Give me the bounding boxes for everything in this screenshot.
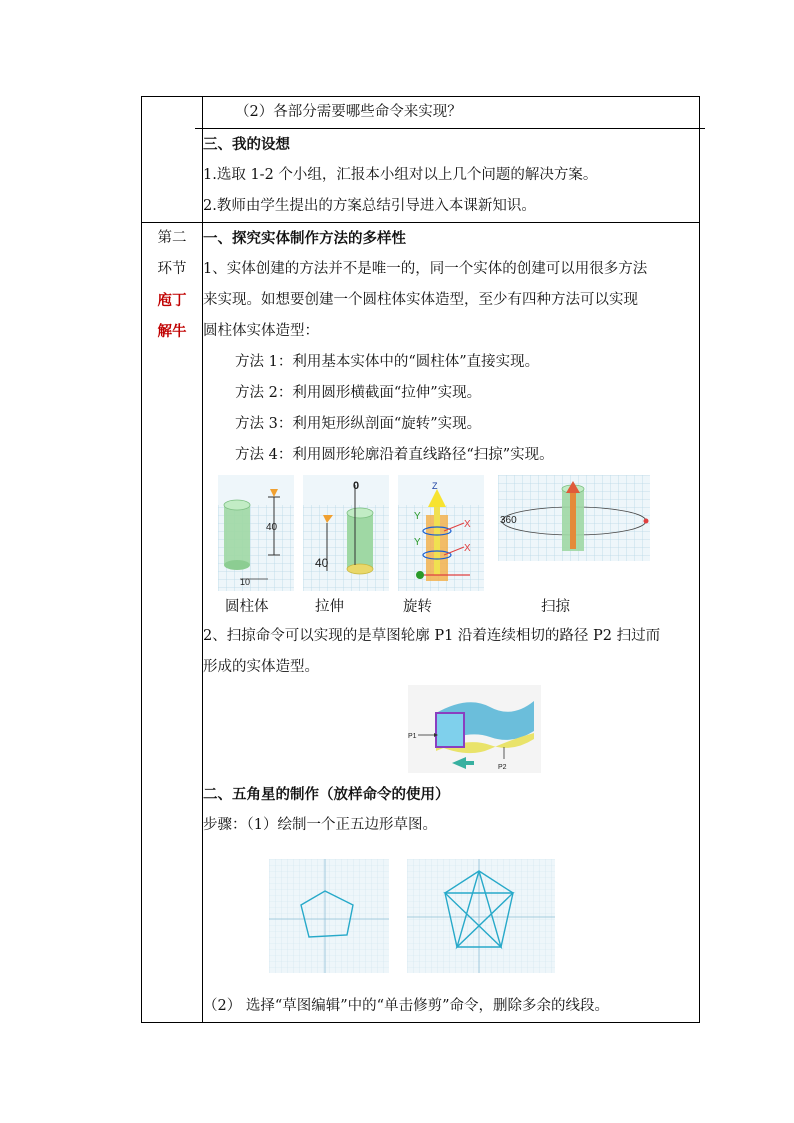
figure-caption: 拉伸 <box>315 599 344 615</box>
angle-label: 360 <box>500 515 517 526</box>
sweep-example-figure <box>203 683 699 779</box>
sweep-figure <box>498 475 650 561</box>
method-item: 方法 2：利用圆形横截面“拉伸”实现。 <box>235 385 482 401</box>
axis-label: X <box>464 543 471 554</box>
list-item: 1.选取 1-2 个小组，汇报本小组对以上几个问题的解决方案。 <box>203 167 598 183</box>
revolve-illustration <box>398 475 484 591</box>
stage-label: 环节 <box>157 261 187 277</box>
axis-label: Z <box>432 481 438 491</box>
axis-label: 0 <box>353 480 360 492</box>
figure-caption: 扫掠 <box>541 599 570 615</box>
method-item: 方法 4：利用圆形轮廓沿着直线路径“扫掠”实现。 <box>235 447 554 463</box>
stage-title: 解牛 <box>157 323 187 340</box>
stage-cell-empty <box>142 97 203 223</box>
paragraph-line: 2、扫掠命令可以实现的是草图轮廓 P1 沿着连续相切的路径 P2 扫过而 <box>203 628 661 644</box>
axis-label: Y <box>414 537 421 548</box>
pentagon-figures <box>203 841 699 991</box>
extrude-illustration <box>303 475 389 591</box>
table-row <box>142 97 700 223</box>
axis-label: X <box>464 519 471 530</box>
paragraph-line: 形成的实体造型。 <box>203 659 319 675</box>
list-item: 2.教师由学生提出的方案总结引导进入本课新知识。 <box>203 198 536 214</box>
section-heading: 二、五角星的制作（放样命令的使用） <box>203 786 450 803</box>
paragraph-line: 来实现。如想要创建一个圆柱体实体造型，至少有四种方法可以实现 <box>203 292 638 308</box>
cylinder-illustration <box>218 475 294 591</box>
figure-caption: 圆柱体 <box>225 599 269 615</box>
lesson-plan-table <box>141 96 700 1023</box>
figure-caption: 旋转 <box>403 599 432 615</box>
question-line: （2）各部分需要哪些命令来实现？ <box>235 104 462 120</box>
stage-title: 庖丁 <box>157 292 187 309</box>
pentagon-sketch <box>269 859 389 973</box>
dimension-label: 40 <box>266 522 278 533</box>
dimension-label: 10 <box>240 577 251 587</box>
section-heading: 三、我的设想 <box>203 136 290 153</box>
stage-cell <box>142 223 203 1023</box>
cylinder-figure <box>218 475 294 591</box>
profile-label: P1 <box>408 733 417 740</box>
paragraph-line: 1、实体创建的方法并不是唯一的，同一个实体的创建可以用很多方法 <box>203 261 648 277</box>
sweep-illustration <box>498 475 650 561</box>
method-figures <box>203 471 699 621</box>
step-line: （2） 选择“草图编辑”中的“单击修剪”命令，删除多余的线段。 <box>203 998 609 1014</box>
axis-label: Y <box>414 511 421 522</box>
section-heading: 一、探究实体制作方法的多样性 <box>203 230 406 247</box>
stage-label: 第二 <box>157 230 187 246</box>
dimension-label: 40 <box>315 556 329 570</box>
revolve-figure <box>398 475 484 591</box>
step-line: 步骤：（1）绘制一个正五边形草图。 <box>203 817 437 833</box>
path-label: P2 <box>498 764 507 771</box>
sweep-example-illustration <box>408 685 541 773</box>
paragraph-line: 圆柱体实体造型： <box>203 323 319 339</box>
star-sketch <box>407 859 555 973</box>
method-item: 方法 3：利用矩形纵剖面“旋转”实现。 <box>235 416 482 432</box>
content-cell <box>203 223 700 1023</box>
content-cell <box>203 97 700 223</box>
extrude-figure <box>303 475 389 591</box>
table-row <box>142 223 700 1023</box>
method-item: 方法 1：利用基本实体中的“圆柱体”直接实现。 <box>235 354 540 370</box>
